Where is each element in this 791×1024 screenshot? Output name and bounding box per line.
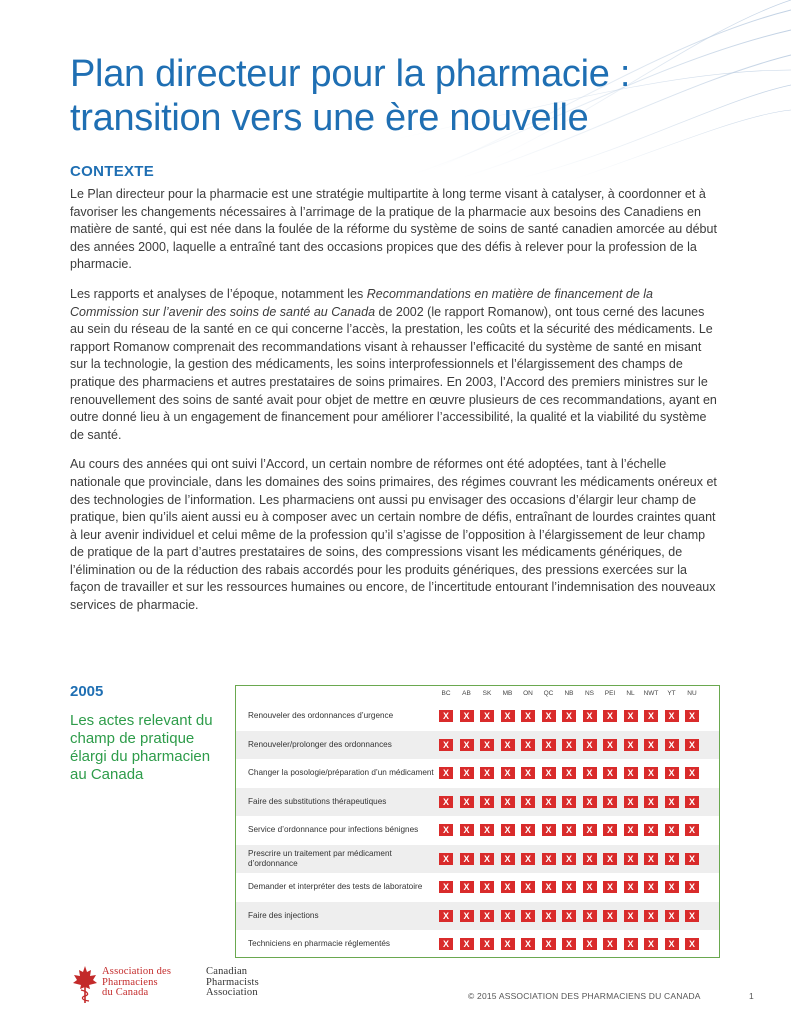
x-mark-on: X <box>521 796 535 808</box>
x-mark-pei: X <box>603 796 617 808</box>
x-mark-nu: X <box>685 767 699 779</box>
table-row <box>236 902 719 931</box>
table-row <box>236 816 719 845</box>
x-mark-yt: X <box>665 796 679 808</box>
x-mark-pei: X <box>603 881 617 893</box>
x-mark-mb: X <box>501 739 515 751</box>
x-mark-pei: X <box>603 739 617 751</box>
title-line-2: transition vers une ère nouvelle <box>70 97 589 139</box>
x-mark-nwt: X <box>644 824 658 836</box>
x-mark-mb: X <box>501 853 515 865</box>
page-number: 1 <box>749 991 754 1001</box>
province-header-nwt: NWT <box>643 690 659 697</box>
x-mark-nwt: X <box>644 767 658 779</box>
x-mark-on: X <box>521 710 535 722</box>
logo-en-line-1: Canadian <box>206 966 248 977</box>
x-mark-bc: X <box>439 710 453 722</box>
x-mark-ns: X <box>583 710 597 722</box>
province-header-sk: SK <box>482 690 492 697</box>
logo-text-en <box>206 967 296 999</box>
sidebar-caption: Les actes relevant du champ de pratique élargi du pharmacien au Canada <box>70 712 213 783</box>
x-mark-sk: X <box>480 739 494 751</box>
x-mark-on: X <box>521 910 535 922</box>
x-mark-on: X <box>521 853 535 865</box>
x-mark-on: X <box>521 767 535 779</box>
x-mark-nu: X <box>685 881 699 893</box>
x-mark-yt: X <box>665 853 679 865</box>
logo-en-line-3: Association <box>206 987 258 998</box>
paragraph-2-intro: Les rapports et analyses de l’époque, notamment les <box>70 286 367 301</box>
x-mark-nb: X <box>562 910 576 922</box>
row-label: Demander et interpréter des tests de laboratoire <box>248 882 423 892</box>
page-title <box>70 52 750 140</box>
x-mark-ab: X <box>460 739 474 751</box>
x-mark-bc: X <box>439 739 453 751</box>
x-mark-qc: X <box>542 910 556 922</box>
x-mark-nwt: X <box>644 881 658 893</box>
province-header-nu: NU <box>687 690 697 697</box>
x-mark-nl: X <box>624 938 638 950</box>
x-mark-yt: X <box>665 739 679 751</box>
paragraph-3: Au cours des années qui ont suivi l’Accord, un certain nombre de réformes ont été adoptées, tant à l’échelle nationale que provinciale, dans les domaines des soins primaires, des régimes couvrant les médicaments onéreux et des technologies de l’information. Les pharmaciens ont aussi pu envisager des occasions d’élargir leur champ de pratique, bien qu’ils aient aussi eu à composer avec un certain nombre de défis, entraînant de lourdes craintes quant à leur avenir individuel et celui même de la profession qu’il s’agisse de l’opposition à l’élargissement de leur champ de pratique de la part d’autres prestataires de soins, des compressions visant les médicaments génériques, de l’élimination ou de la réduction des rabais accordés pour les produits génériques, des pressions exercées sur la façon de travailler et sur les ressources humaines ou encore, de l’incertitude entourant l’indemnisation des nouveaux services de pharmacie. <box>70 457 717 613</box>
paragraph-1: Le Plan directeur pour la pharmacie est une stratégie multipartite à long terme visant à catalyser, à coordonner et à favoriser les changements nécessaires à l’arrimage de la pratique de la pharmacie aux besoins des Canadiens en matière de santé, qui est née dans la foulée de la réforme du système de soins de santé canadien amorcée au début des années 2000, laquelle a entraîné tant des occasions propices que des défis à relever pour la profession de la pharmacie. <box>70 187 717 272</box>
x-mark-mb: X <box>501 881 515 893</box>
x-mark-ab: X <box>460 910 474 922</box>
x-mark-ab: X <box>460 710 474 722</box>
x-mark-bc: X <box>439 796 453 808</box>
x-mark-nb: X <box>562 796 576 808</box>
x-mark-qc: X <box>542 824 556 836</box>
x-mark-on: X <box>521 938 535 950</box>
logo-fr-line-3: du Canada <box>102 987 149 998</box>
x-mark-qc: X <box>542 796 556 808</box>
x-mark-nu: X <box>685 796 699 808</box>
logo-en-line-2: Pharmacists <box>206 976 259 988</box>
x-mark-bc: X <box>439 767 453 779</box>
x-mark-nwt: X <box>644 710 658 722</box>
paragraph-2 <box>70 286 720 444</box>
x-mark-mb: X <box>501 710 515 722</box>
x-mark-ns: X <box>583 853 597 865</box>
x-mark-nu: X <box>685 739 699 751</box>
x-mark-sk: X <box>480 767 494 779</box>
x-mark-yt: X <box>665 767 679 779</box>
footer-copyright: © 2015 ASSOCIATION DES PHARMACIENS DU CANADA <box>468 991 701 1001</box>
province-header-pei: PEI <box>604 690 616 697</box>
table-row <box>236 731 719 760</box>
x-mark-nl: X <box>624 767 638 779</box>
x-mark-nwt: X <box>644 910 658 922</box>
table-row <box>236 930 719 959</box>
x-mark-sk: X <box>480 853 494 865</box>
x-mark-ns: X <box>583 824 597 836</box>
x-mark-qc: X <box>542 710 556 722</box>
row-label: Faire des substitutions thérapeutiques <box>248 796 387 806</box>
x-mark-nl: X <box>624 853 638 865</box>
province-header-nb: NB <box>564 690 574 697</box>
province-header-qc: QC <box>543 690 554 697</box>
x-mark-nl: X <box>624 739 638 751</box>
x-mark-ab: X <box>460 881 474 893</box>
row-label: Techniciens en pharmacie réglementés <box>248 939 390 949</box>
logo-fr-line-1: Association des <box>102 966 172 977</box>
x-mark-ns: X <box>583 910 597 922</box>
x-mark-nb: X <box>562 938 576 950</box>
x-mark-bc: X <box>439 853 453 865</box>
body-text <box>70 186 720 627</box>
row-label: Prescrire un traitement par médicament d’ordonnance <box>248 848 392 868</box>
row-label: Renouveler des ordonnances d’urgence <box>248 711 394 721</box>
table-row <box>236 759 719 788</box>
logo-fr-line-2: Pharmaciens <box>102 976 158 988</box>
x-mark-nu: X <box>685 910 699 922</box>
x-mark-ab: X <box>460 796 474 808</box>
x-mark-yt: X <box>665 710 679 722</box>
x-mark-nb: X <box>562 853 576 865</box>
x-mark-sk: X <box>480 796 494 808</box>
x-mark-nu: X <box>685 824 699 836</box>
x-mark-qc: X <box>542 853 556 865</box>
x-mark-ns: X <box>583 881 597 893</box>
row-label: Service d’ordonnance pour infections bénignes <box>248 825 419 835</box>
province-header-row <box>236 690 719 702</box>
x-mark-pei: X <box>603 938 617 950</box>
province-header-on: ON <box>523 690 533 697</box>
x-mark-yt: X <box>665 938 679 950</box>
x-mark-nwt: X <box>644 739 658 751</box>
x-mark-ns: X <box>583 767 597 779</box>
x-mark-mb: X <box>501 824 515 836</box>
x-mark-yt: X <box>665 910 679 922</box>
x-mark-ab: X <box>460 853 474 865</box>
x-mark-sk: X <box>480 824 494 836</box>
maple-leaf-caduceus-icon <box>70 964 100 1004</box>
x-mark-ns: X <box>583 739 597 751</box>
x-mark-mb: X <box>501 767 515 779</box>
x-mark-nb: X <box>562 767 576 779</box>
x-mark-ab: X <box>460 938 474 950</box>
x-mark-nl: X <box>624 910 638 922</box>
section-heading-contexte: CONTEXTE <box>70 163 155 180</box>
x-mark-pei: X <box>603 853 617 865</box>
x-mark-yt: X <box>665 824 679 836</box>
row-label: Renouveler/prolonger des ordonnances <box>248 739 392 749</box>
x-mark-sk: X <box>480 710 494 722</box>
x-mark-nwt: X <box>644 853 658 865</box>
x-mark-bc: X <box>439 881 453 893</box>
row-label: Faire des injections <box>248 910 319 920</box>
x-mark-bc: X <box>439 938 453 950</box>
paragraph-2-rest: de 2002 (le rapport Romanow), ont tous cerné des lacunes au sein du réseau de la santé en ce qui concerne l’accès, la prestation, les coûts et la sécurité des médicaments. Le rapport Romanow comprenait des recommandations visant à rehausser l’efficacité du système de santé en misant sur la technologie, la gestion des médicaments, les soins interprofessionnels et l’élargissement des champs de pratique des pharmaciens et autres prestataires de soins primaires. En 2003, l’Accord des premiers ministres sur le renouvellement des soins de santé avait pour objet de mettre en œuvre plusieurs de ces recommandations, ayant en outre donné lieu à un engagement de financement pour améliorer l’accessibilité, la qualité et la viabilité du système de santé. <box>70 304 717 442</box>
x-mark-nl: X <box>624 824 638 836</box>
x-mark-yt: X <box>665 881 679 893</box>
x-mark-mb: X <box>501 938 515 950</box>
x-mark-pei: X <box>603 767 617 779</box>
x-mark-sk: X <box>480 910 494 922</box>
province-header-ab: AB <box>462 690 471 697</box>
x-mark-nl: X <box>624 881 638 893</box>
x-mark-on: X <box>521 739 535 751</box>
x-mark-ab: X <box>460 767 474 779</box>
x-mark-nl: X <box>624 710 638 722</box>
province-header-ns: NS <box>584 690 595 697</box>
x-mark-nu: X <box>685 938 699 950</box>
x-mark-nb: X <box>562 824 576 836</box>
x-mark-pei: X <box>603 824 617 836</box>
x-mark-mb: X <box>501 910 515 922</box>
table-row <box>236 788 719 817</box>
sidebar-year: 2005 <box>70 683 104 700</box>
x-mark-on: X <box>521 881 535 893</box>
association-logo <box>70 964 202 1004</box>
x-mark-bc: X <box>439 910 453 922</box>
table-row <box>236 845 719 874</box>
x-mark-nb: X <box>562 881 576 893</box>
province-header-bc: BC <box>441 690 451 697</box>
x-mark-sk: X <box>480 938 494 950</box>
x-mark-nl: X <box>624 796 638 808</box>
paragraph-2-report-title: Recommandations en matière de financement de la Commission sur l’avenir des soins de santé au Canada <box>70 286 653 319</box>
row-label: Changer la posologie/préparation d’un médicament <box>248 768 434 778</box>
x-mark-qc: X <box>542 881 556 893</box>
scope-of-practice-table <box>235 685 720 958</box>
x-mark-nb: X <box>562 739 576 751</box>
x-mark-ns: X <box>583 796 597 808</box>
x-mark-nu: X <box>685 853 699 865</box>
x-mark-pei: X <box>603 710 617 722</box>
x-mark-pei: X <box>603 910 617 922</box>
x-mark-qc: X <box>542 739 556 751</box>
table-row <box>236 873 719 902</box>
x-mark-nwt: X <box>644 796 658 808</box>
x-mark-nb: X <box>562 710 576 722</box>
province-header-mb: MB <box>502 690 513 697</box>
table-row <box>236 702 719 731</box>
x-mark-ns: X <box>583 938 597 950</box>
province-header-nl: NL <box>626 690 635 697</box>
x-mark-sk: X <box>480 881 494 893</box>
x-mark-on: X <box>521 824 535 836</box>
title-line-1: Plan directeur pour la pharmacie : <box>70 53 631 95</box>
x-mark-qc: X <box>542 938 556 950</box>
province-header-yt: YT <box>667 690 676 697</box>
x-mark-mb: X <box>501 796 515 808</box>
x-mark-bc: X <box>439 824 453 836</box>
x-mark-nwt: X <box>644 938 658 950</box>
logo-text-fr <box>102 967 202 999</box>
x-mark-qc: X <box>542 767 556 779</box>
x-mark-ab: X <box>460 824 474 836</box>
x-mark-nu: X <box>685 710 699 722</box>
